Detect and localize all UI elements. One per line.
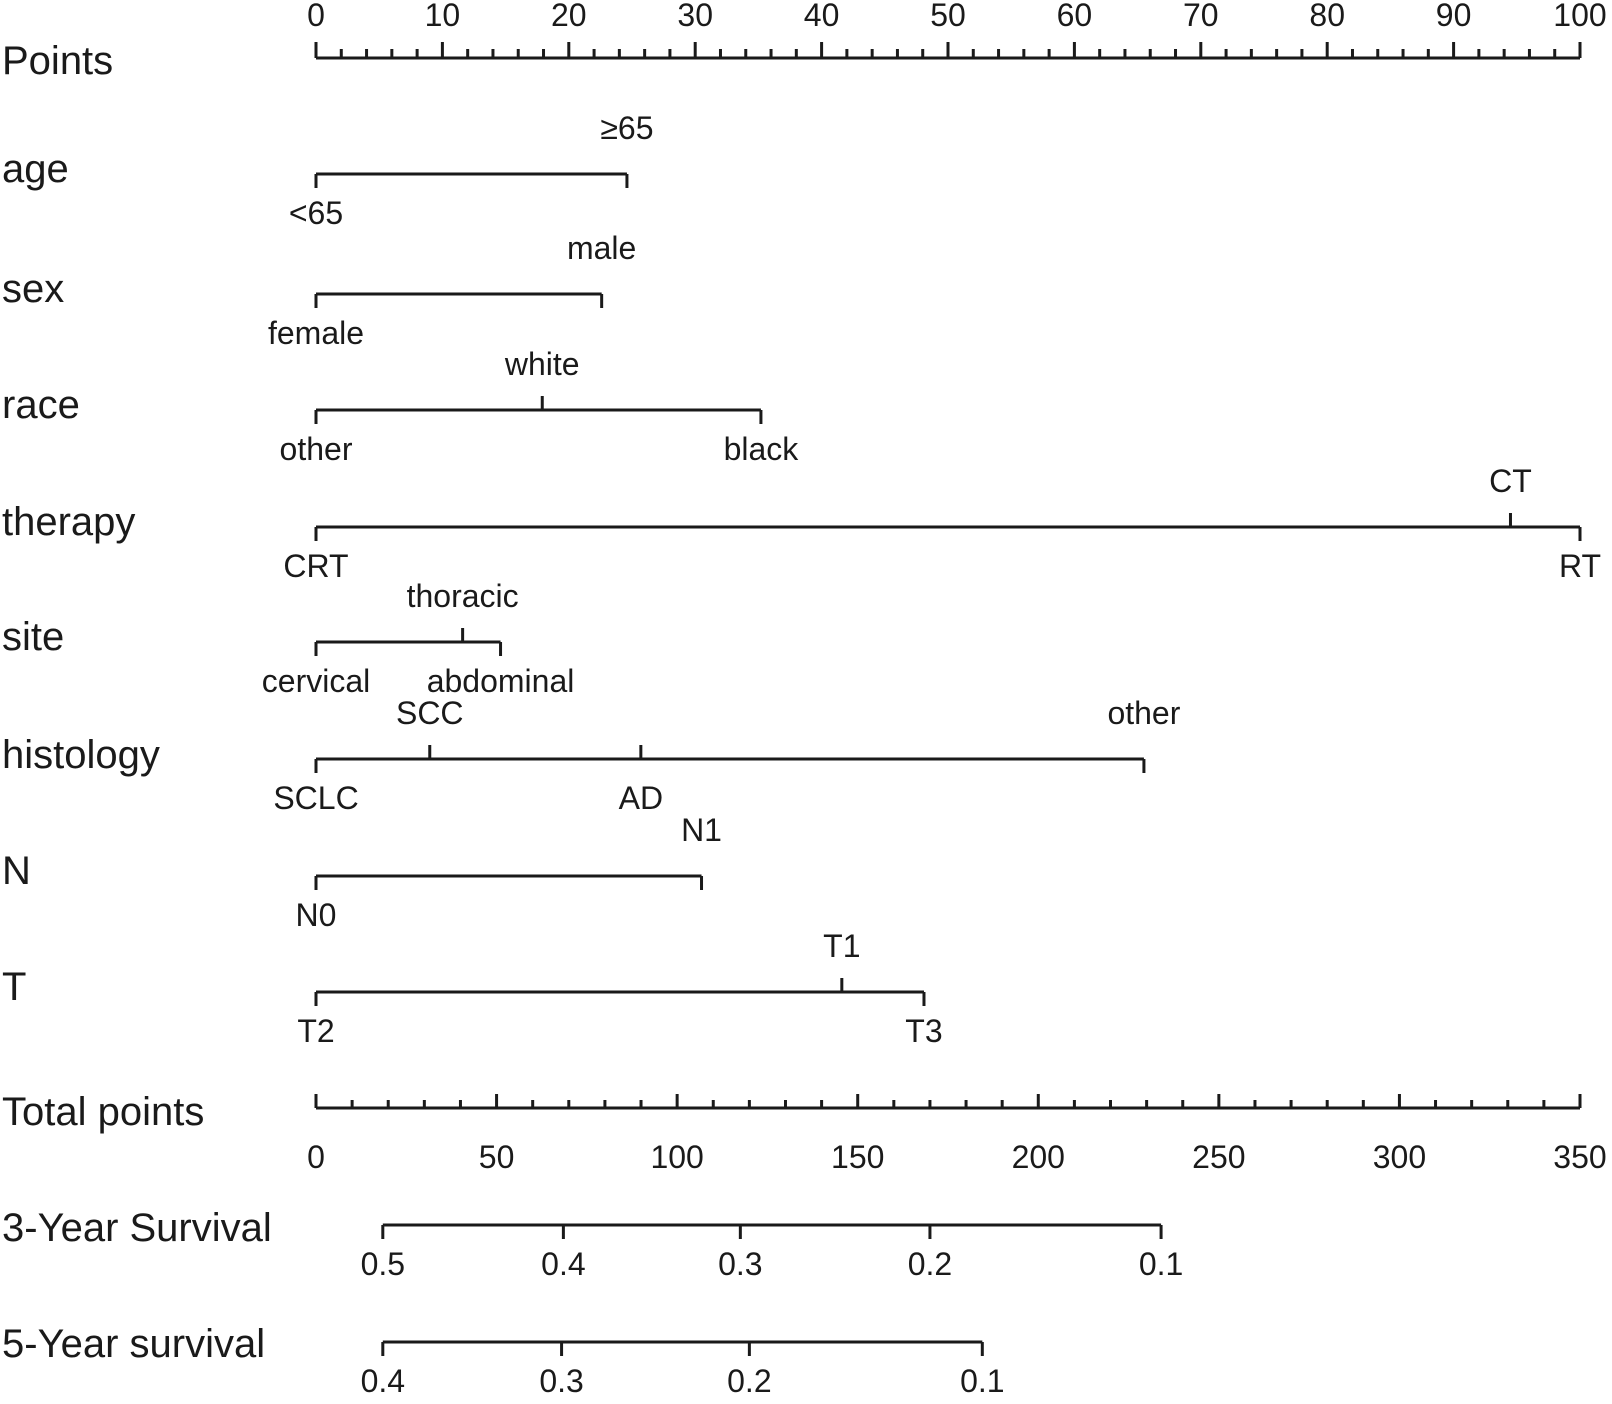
level-label-n-n1: N1 <box>681 812 722 848</box>
level-label-race-white: white <box>504 346 580 382</box>
level-label-site-thoracic: thoracic <box>406 578 519 614</box>
points-tick-label: 80 <box>1309 0 1345 33</box>
level-label-t-t2: T2 <box>297 1013 335 1049</box>
row-label-t: T <box>2 965 27 1009</box>
survival-2-tick-label: 0.2 <box>727 1363 772 1399</box>
points-tick-label: 40 <box>803 0 840 33</box>
total-tick-label: 100 <box>650 1139 704 1175</box>
survival-1-axis-label: 3-Year Survival <box>2 1206 272 1250</box>
total-tick-label: 150 <box>831 1139 885 1175</box>
level-label-site-abdominal: abdominal <box>426 663 575 699</box>
level-label-histology-other: other <box>1107 695 1181 731</box>
level-label-histology-ad: AD <box>618 780 664 816</box>
level-label-t-t3: T3 <box>905 1013 943 1049</box>
total-tick-label: 350 <box>1553 1139 1607 1175</box>
row-label-n: N <box>2 849 31 893</box>
level-label-sex-female: female <box>267 315 365 351</box>
points-tick-label: 90 <box>1435 0 1472 33</box>
row-label-site: site <box>2 615 65 659</box>
level-label-therapy-rt: RT <box>1558 548 1602 584</box>
points-tick-label: 70 <box>1183 0 1219 33</box>
survival-1-tick-label: 0.4 <box>541 1246 586 1282</box>
points-tick-label: 50 <box>930 0 966 33</box>
level-label-age--65: ≥65 <box>600 110 654 146</box>
level-label-t-t1: T1 <box>823 928 861 964</box>
survival-2-tick-label: 0.4 <box>360 1363 406 1399</box>
row-label-histology: histology <box>2 733 160 777</box>
level-label-therapy-ct: CT <box>1489 463 1532 499</box>
total-tick-label: 300 <box>1372 1139 1427 1175</box>
points-tick-label: 100 <box>1553 0 1607 33</box>
points-tick-label: 0 <box>307 0 325 33</box>
level-label-n-n0: N0 <box>295 897 337 933</box>
level-label-race-black: black <box>723 431 799 467</box>
level-label-race-other: other <box>279 431 353 467</box>
survival-1-tick-label: 0.5 <box>360 1246 406 1282</box>
row-label-age: age <box>2 147 69 191</box>
row-label-sex: sex <box>2 267 65 311</box>
level-label-therapy-crt: CRT <box>283 548 349 584</box>
level-label-histology-scc: SCC <box>395 695 464 731</box>
total-tick-label: 200 <box>1011 1139 1065 1175</box>
total-tick-label: 50 <box>478 1139 515 1175</box>
total-tick-label: 250 <box>1192 1139 1246 1175</box>
total-tick-label: 0 <box>307 1139 325 1175</box>
points-tick-label: 30 <box>677 0 713 33</box>
survival-2-tick-label: 0.3 <box>539 1363 584 1399</box>
survival-1-tick-label: 0.2 <box>907 1246 953 1282</box>
level-label-age--65: <65 <box>288 195 344 231</box>
row-label-therapy: therapy <box>2 500 136 544</box>
survival-2-axis-label: 5-Year survival <box>2 1322 266 1366</box>
level-label-histology-sclc: SCLC <box>273 780 359 816</box>
survival-2-tick-label: 0.1 <box>960 1363 1005 1399</box>
total-points-axis-label: Total points <box>2 1090 205 1134</box>
points-tick-label: 20 <box>551 0 587 33</box>
points-tick-label: 60 <box>1056 0 1093 33</box>
survival-1-tick-label: 0.1 <box>1138 1246 1184 1282</box>
survival-1-tick-label: 0.3 <box>718 1246 763 1282</box>
level-label-sex-male: male <box>566 230 637 266</box>
row-label-race: race <box>2 383 80 427</box>
points-axis-label: Points <box>2 39 114 83</box>
level-label-site-cervical: cervical <box>261 663 371 699</box>
points-tick-label: 10 <box>424 0 461 33</box>
